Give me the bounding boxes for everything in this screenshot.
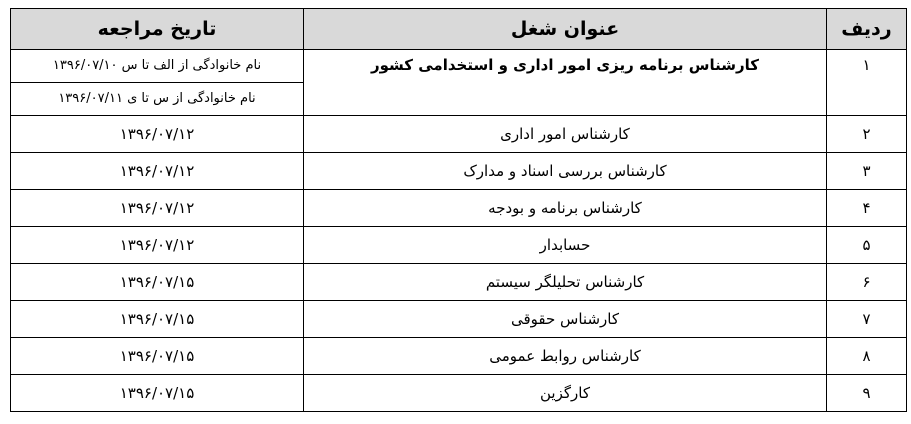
row-number: ۴ (827, 190, 907, 227)
job-title: کارشناس روابط عمومی (304, 338, 827, 375)
header-row (11, 9, 907, 50)
row-number: ۱ (827, 50, 907, 116)
job-title: کارشناس برنامه و بودجه (304, 190, 827, 227)
table-row (11, 116, 907, 153)
job-title: کارشناس برنامه ریزی امور اداری و استخدامی کشور (304, 50, 827, 116)
visit-date: ۱۳۹۶/۰۷/۱۲ (11, 153, 304, 190)
row-number: ۶ (827, 264, 907, 301)
row-number: ۸ (827, 338, 907, 375)
table-row (11, 227, 907, 264)
header-job-title: عنوان شغل (304, 9, 827, 50)
table-row (11, 338, 907, 375)
header-visit-date: تاریخ مراجعه (11, 9, 304, 50)
table-row (11, 153, 907, 190)
job-schedule-table (10, 8, 907, 412)
visit-date: ۱۳۹۶/۰۷/۱۵ (11, 375, 304, 412)
table-row (11, 190, 907, 227)
visit-date-group-a: نام خانوادگی از الف تا س ۱۳۹۶/۰۷/۱۰ (11, 50, 303, 83)
job-title: حسابدار (304, 227, 827, 264)
visit-date: ۱۳۹۶/۰۷/۱۵ (11, 301, 304, 338)
table-row (11, 50, 907, 116)
table-row (11, 375, 907, 412)
job-title: کارشناس امور اداری (304, 116, 827, 153)
visit-date: ۱۳۹۶/۰۷/۱۵ (11, 264, 304, 301)
row-number: ۷ (827, 301, 907, 338)
header-number: ردیف (827, 9, 907, 50)
visit-date: ۱۳۹۶/۰۷/۱۲ (11, 116, 304, 153)
table-row (11, 264, 907, 301)
row-number: ۵ (827, 227, 907, 264)
visit-date: ۱۳۹۶/۰۷/۱۵ (11, 338, 304, 375)
job-title: کارشناس تحلیلگر سیستم (304, 264, 827, 301)
table-row (11, 301, 907, 338)
visit-date-split (11, 50, 304, 116)
visit-date: ۱۳۹۶/۰۷/۱۲ (11, 227, 304, 264)
visit-date: ۱۳۹۶/۰۷/۱۲ (11, 190, 304, 227)
job-title: کارشناس بررسی اسناد و مدارک (304, 153, 827, 190)
row-number: ۹ (827, 375, 907, 412)
visit-date-group-b: نام خانوادگی از س تا ی ۱۳۹۶/۰۷/۱۱ (58, 91, 256, 106)
row-number: ۲ (827, 116, 907, 153)
row-number: ۳ (827, 153, 907, 190)
job-title: کارشناس حقوقی (304, 301, 827, 338)
job-title: کارگزین (304, 375, 827, 412)
